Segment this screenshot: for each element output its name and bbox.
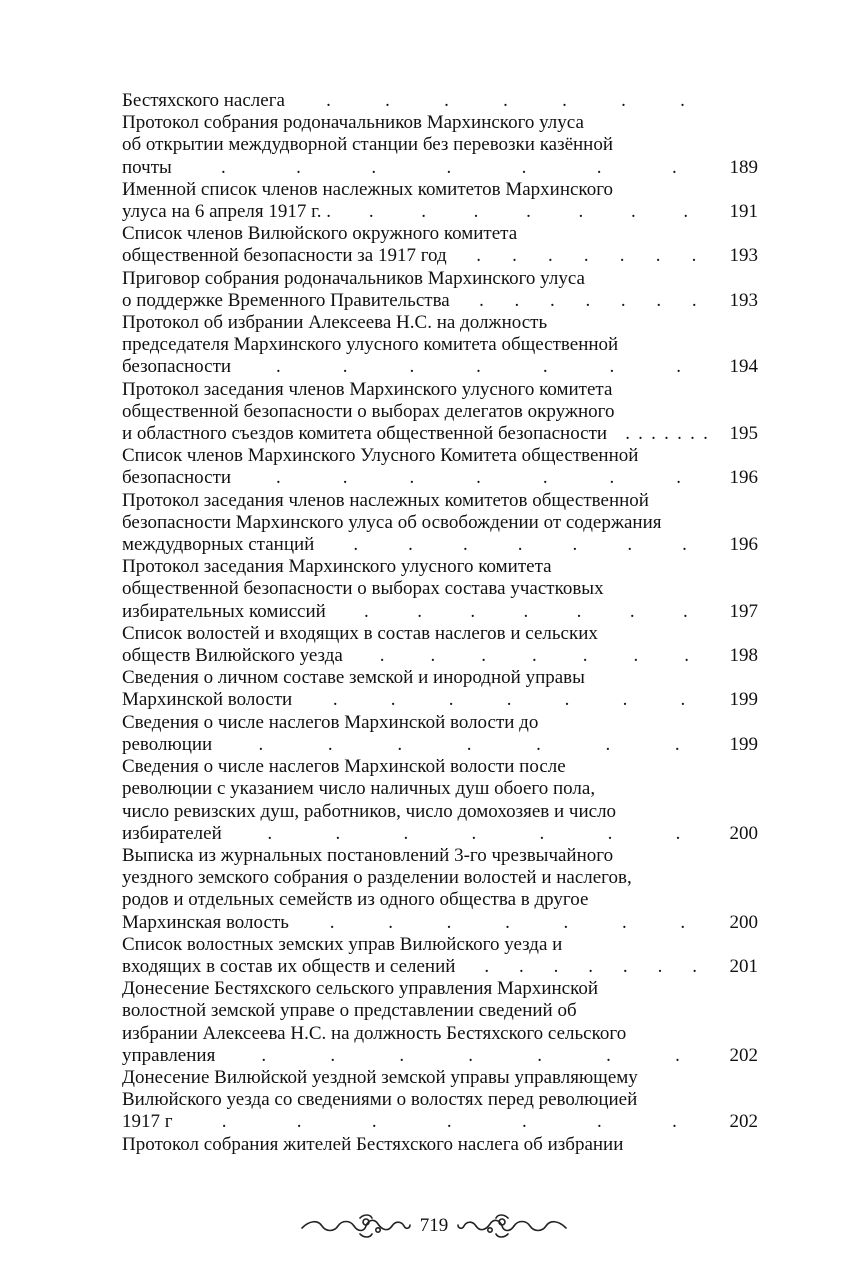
toc-entry-last-line (122, 90, 758, 112)
toc-entry (122, 978, 758, 1067)
toc-entry-last-line (122, 290, 758, 312)
toc-entry (122, 379, 758, 446)
toc-entry (122, 556, 758, 623)
toc-entry-last-line (122, 356, 758, 378)
toc-entry-text: избирательных комиссий (122, 600, 326, 622)
toc-page-number: 200 (729, 911, 758, 933)
toc-entry-text: безопасности (122, 467, 232, 489)
toc-entry (122, 934, 758, 978)
toc-entry-last-line (122, 645, 758, 667)
dot-leader: . . . . . . . (479, 289, 697, 311)
toc-entry-text: улуса на 6 апреля 1917 г. . (122, 201, 331, 223)
toc-entry-text: входящих в состав их обществ и селений (122, 955, 456, 977)
toc-entry-text: о поддержке Временного Правительства (122, 289, 450, 311)
toc-entry-text: Сведения о личном составе земской и инородной управы (122, 667, 585, 689)
toc-entry-text: революции с указанием число наличных душ обоего пола, (122, 778, 596, 800)
toc-entry-text: родов и отдельных семейств из одного общества в другое (122, 889, 589, 911)
dot-leader: . . . . . . . (276, 467, 681, 489)
toc-entry (122, 1067, 758, 1134)
toc-entry (122, 667, 758, 711)
toc-entry-last-line (122, 689, 758, 711)
toc-entry (122, 1134, 758, 1156)
dot-leader: . . . . . . . (276, 356, 681, 378)
toc-entry-text: Мархинская волость (122, 911, 289, 933)
toc-page-number: 201 (729, 955, 758, 977)
toc-entry (122, 179, 758, 223)
dot-leader: . . . . . . . (329, 911, 686, 933)
toc-page-number: 202 (729, 1044, 758, 1066)
toc-entry-text: председателя Мархинского улусного комитета общественной (122, 334, 619, 356)
toc-entry-text: Список волостных земских управ Вилюйского уезда и (122, 933, 563, 955)
toc-entry-text: Протокол собрания родоначальников Мархинского улуса (122, 112, 584, 134)
toc-page-number: 197 (729, 600, 758, 622)
toc-page-number: 198 (729, 645, 758, 667)
toc-entry-text: управления (122, 1044, 216, 1066)
left-flourish-ornament (300, 1214, 412, 1238)
toc-entry-text: Список членов Мархинского Улусного Комитета общественной (122, 445, 639, 467)
toc-entry-last-line (122, 201, 758, 223)
toc-entry-text: Протокол заседания членов Мархинского улусного комитета (122, 378, 613, 400)
toc-entry (122, 756, 758, 845)
toc-entry-text: почты (122, 156, 172, 178)
dot-leader: . . . . . . . (258, 733, 680, 755)
toc-entry-text: и областного съездов комитета общественной безопасности (122, 423, 608, 445)
toc-entry-text: об открытии междудворной станции без перевозки казённой (122, 134, 614, 156)
toc-entry (122, 490, 758, 557)
toc-entry-text: революции (122, 733, 213, 755)
toc-entry-last-line (122, 912, 758, 934)
toc-page-number: 193 (729, 289, 758, 311)
toc-page-number: 202 (729, 1111, 758, 1133)
toc-entry-text: обществ Вилюйского уезда (122, 645, 343, 667)
toc-page-number: 191 (729, 201, 758, 223)
toc-entry-last-line (122, 601, 758, 623)
dot-leader: . . . . . . . (221, 156, 677, 178)
toc-page-number: 199 (729, 689, 758, 711)
toc-entry-text: междудворных станций (122, 534, 315, 556)
toc-entry (122, 112, 758, 179)
toc-entry-text: Мархинской волости (122, 689, 293, 711)
toc-page-number: 196 (729, 467, 758, 489)
toc-entry-text: Донесение Бестяхского сельского управления Мархинской (122, 978, 599, 1000)
toc-entry-text: Приговор собрания родоначальников Мархинского улуса (122, 267, 585, 289)
toc-page-number: 194 (729, 356, 758, 378)
toc-entry-text: общественной безопасности за 1917 год (122, 245, 447, 267)
toc-entry-text: Сведения о числе наслегов Мархинской волости после (122, 756, 566, 778)
toc-entry (122, 712, 758, 756)
toc-entry-text: уездного земского собрания о разделении волостей и наслегов, (122, 867, 632, 889)
toc-entry-last-line (122, 956, 758, 978)
toc-entry-text: Список волостей и входящих в состав наслегов и сельских (122, 622, 598, 644)
toc-entry-text: Протокол собрания жителей Бестяхского наслега об избрании (122, 1133, 624, 1155)
toc-entry-text: избрании Алексеева Н.С. на должность Бестяхского сельского (122, 1022, 627, 1044)
toc-entry (122, 268, 758, 312)
toc-entry-text: общественной безопасности о выборах делегатов окружного (122, 400, 615, 422)
toc-entry-text: Бестяхского наслега (122, 90, 285, 111)
toc-entry-text: безопасности (122, 356, 232, 378)
toc-page-number: 199 (729, 733, 758, 755)
dot-leader: . . . . . . . (364, 600, 688, 622)
toc-entry-text: 1917 г (122, 1111, 173, 1133)
toc-entry-text: Список членов Вилюйского окружного комитета (122, 223, 518, 245)
toc-entry-last-line (122, 534, 758, 556)
toc-entry-text: Именной список членов наслежных комитетов Мархинского (122, 178, 614, 200)
dot-leader: . . . . . . . (261, 1044, 680, 1066)
dot-leader: . . . . . . . (326, 90, 685, 111)
toc-entry-last-line (122, 1111, 758, 1133)
toc-entry-text: Сведения о числе наслегов Мархинской волости до (122, 711, 539, 733)
toc-entry-last-line (122, 734, 758, 756)
toc-entry-text: Протокол об избрании Алексеева Н.С. на должность (122, 312, 548, 334)
toc-page-number: 189 (729, 156, 758, 178)
toc-entry (122, 223, 758, 267)
toc-entry (122, 90, 758, 112)
toc-entry-last-line (122, 823, 758, 845)
page-footer (0, 1208, 868, 1244)
toc-entry-text: Выписка из журнальных постановлений 3-го чрезвычайного (122, 844, 614, 866)
toc-entry-text: общественной безопасности о выборах состава участковых (122, 578, 604, 600)
dot-leader: . . . . . . . (267, 822, 681, 844)
toc-entry-text: Протокол заседания членов наслежных комитетов общественной (122, 489, 649, 511)
toc-entry-text: избирателей (122, 822, 222, 844)
toc-entry-text: Вилюйского уезда со сведениями о волостях перед революцией (122, 1089, 638, 1111)
page-number: 719 (419, 1215, 449, 1236)
toc-entry-text: безопасности Мархинского улуса об освобождении от содержания (122, 511, 662, 533)
toc-entry (122, 845, 758, 934)
toc-entry (122, 445, 758, 489)
dot-leader: . . . . . . . (476, 245, 697, 267)
toc-page-number: 200 (729, 822, 758, 844)
dot-leader: . . . . . . . (484, 955, 697, 977)
right-flourish-ornament (456, 1214, 568, 1238)
table-of-contents (122, 90, 758, 1156)
dot-leader: . . . . . . . (353, 534, 687, 556)
toc-entry-last-line (122, 245, 758, 267)
toc-entry-last-line (122, 1045, 758, 1067)
toc-entry-text: Донесение Вилюйской уездной земской управы управляющему (122, 1066, 638, 1088)
toc-entry-last-line (122, 467, 758, 489)
dot-leader: . . . . . . . (221, 1111, 677, 1133)
dot-leader: . . . . . . . (625, 423, 708, 445)
toc-entry-last-line (122, 157, 758, 179)
toc-entry-text: число ревизских душ, работников, число домохозяев и число (122, 800, 617, 822)
toc-page-number: 193 (729, 245, 758, 267)
toc-entry (122, 623, 758, 667)
toc-entry-text: Протокол заседания Мархинского улусного комитета (122, 556, 552, 578)
dot-leader: . . . . . . . (379, 645, 689, 667)
toc-entry-text: волостной земской управе о представлении сведений об (122, 1000, 577, 1022)
toc-entry-last-line (122, 423, 758, 445)
toc-page-number: 196 (729, 534, 758, 556)
toc-page-number: 195 (729, 423, 758, 445)
dot-leader: . . . . . . . (332, 689, 686, 711)
dot-leader: . . . . . . . (368, 201, 689, 223)
toc-entry (122, 312, 758, 379)
